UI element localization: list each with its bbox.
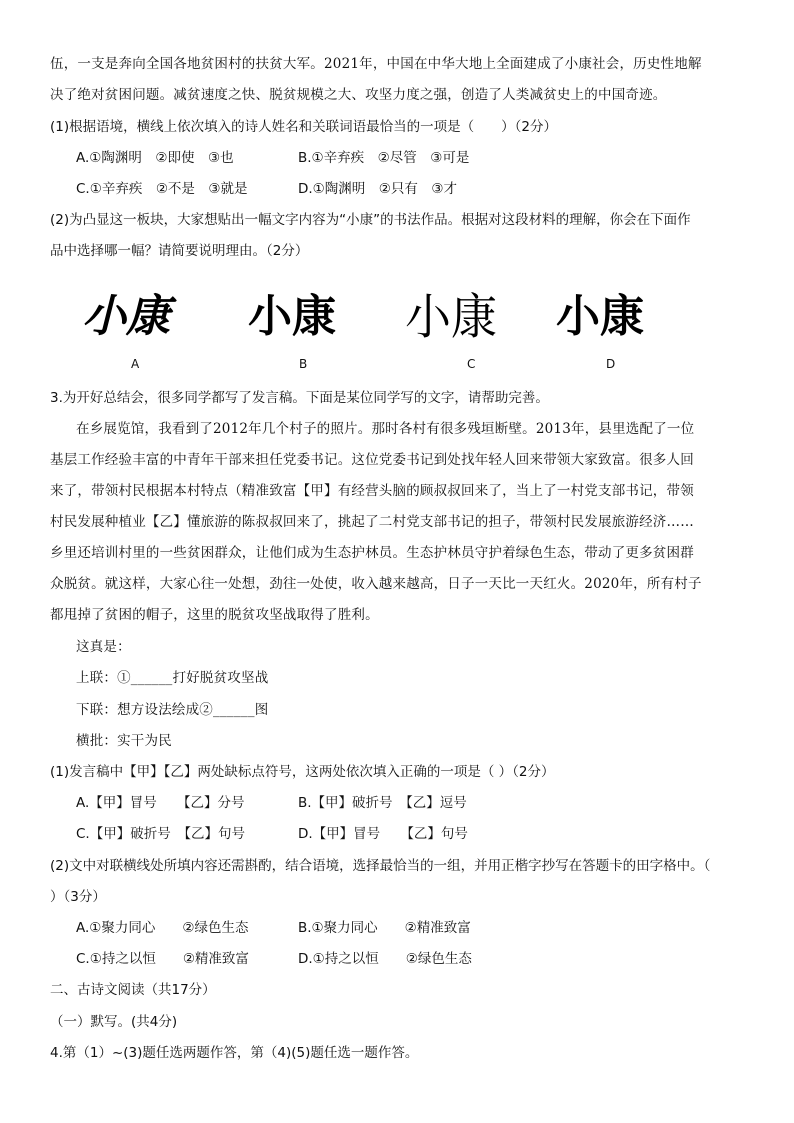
option-a: A.①聚力同心 ②绿色生态 — [76, 920, 249, 936]
paragraph-line: 都甩掉了贫困的帽子，这里的脱贫攻坚战取得了胜利。 — [50, 607, 379, 623]
calligraphy-sample-a — [82, 285, 192, 341]
option-d: D.①陶渊明 ②只有 ③才 — [298, 181, 457, 197]
option-c: C.①持之以恒 ②精准致富 — [76, 951, 249, 967]
question-stem: (2)为凸显这一板块，大家想贴出一幅文字内容为“小康”的书法作品。根据对这段材料的理解，你会在下面作 — [50, 212, 691, 228]
paragraph-line: 伍，一支是奔向全国各地贫困村的扶贫大军。2021年，中国在中华大地上全面建成了小康社会，历史性地解 — [50, 56, 702, 72]
calligraphy-label-d: D — [606, 357, 616, 371]
option-a: A.【甲】冒号 【乙】分号 — [76, 795, 245, 811]
calligraphy-text: 小康 — [248, 291, 336, 341]
calligraphy-label-c: C — [467, 357, 476, 371]
option-d: D.【甲】冒号 【乙】句号 — [298, 826, 468, 842]
calligraphy-text: 小康 — [556, 291, 644, 341]
paragraph-line: 乡里还培训村里的一些贫困群众，让他们成为生态护林员。生态护林员守护着绿色生态，带动了更多贫困群 — [50, 545, 694, 561]
calligraphy-text: 小康 — [82, 291, 170, 341]
section-subtitle: （一）默写。(共4分) — [50, 1014, 178, 1030]
question-stem: (1)发言稿中【甲】【乙】两处缺标点符号，这两处依次填入正确的一项是（ ）（2分） — [50, 764, 555, 780]
question-stem: 品中选择哪一幅？请简要说明理由。（2分） — [50, 243, 309, 259]
couplet-lower: 下联：想方设法绘成②______图 — [76, 702, 269, 718]
calligraphy-label-a: A — [131, 357, 140, 371]
question-stem: (2)文中对联横线处所填内容还需斟酌，结合语境，选择最恰当的一组，并用正楷字抄写在答题卡的田字格中。（ — [50, 858, 711, 874]
calligraphy-text: 小康 — [405, 289, 498, 341]
couplet-intro: 这真是： — [76, 639, 131, 655]
option-b: B.①辛弃疾 ②尽管 ③可是 — [298, 150, 470, 166]
option-d: D.①持之以恒 ②绿色生态 — [298, 951, 472, 967]
question-stem: (1)根据语境，横线上依次填入的诗人姓名和关联词语最恰当的一项是（ ）（2分） — [50, 119, 557, 135]
question-stem: ）（3分） — [50, 889, 106, 905]
paragraph-line: 决了绝对贫困问题。减贫速度之快、脱贫规模之大、攻坚力度之强，创造了人类减贫史上的中国奇迹。 — [50, 87, 667, 103]
paragraph-line: 村民发展种植业【乙】懂旅游的陈叔叔回来了，挑起了二村党支部书记的担子，带领村民发展旅游经济…… — [50, 514, 694, 530]
calligraphy-label-b: B — [299, 357, 308, 371]
question-stem: 3.为开好总结会，很多同学都写了发言稿。下面是某位同学写的文字，请帮助完善。 — [50, 390, 549, 406]
couplet-upper: 上联：①______打好脱贫攻坚战 — [76, 670, 269, 686]
calligraphy-sample-d — [556, 285, 666, 341]
couplet-horizontal: 横批：实干为民 — [76, 733, 172, 749]
section-title: 二、古诗文阅读（共17分） — [50, 982, 216, 998]
question-stem: 4.第（1）~(3)题任选两题作答，第（4)(5)题任选一题作答。 — [50, 1045, 419, 1061]
calligraphy-sample-c — [405, 285, 515, 341]
option-b: B.①聚力同心 ②精准致富 — [298, 920, 471, 936]
paragraph-line: 基层工作经验丰富的中青年干部来担任党委书记。这位党委书记到处找年轻人回来带领大家致富。很多人回 — [50, 452, 694, 468]
option-b: B.【甲】破折号 【乙】逗号 — [298, 795, 467, 811]
paragraph-line: 在乡展览馆，我看到了2012年几个村子的照片。那时各村有很多残垣断壁。2013年，县里选配了一位 — [76, 421, 695, 437]
option-c: C.①辛弃疾 ②不是 ③就是 — [76, 181, 248, 197]
calligraphy-sample-b — [248, 285, 358, 341]
option-c: C.【甲】破折号 【乙】句号 — [76, 826, 245, 842]
option-a: A.①陶渊明 ②即使 ③也 — [76, 150, 234, 166]
paragraph-line: 众脱贫。就这样，大家心往一处想，劲往一处使，收入越来越高，日子一天比一天红火。2020年，所有村子 — [50, 576, 702, 592]
paragraph-line: 来了，带领村民根据本村特点（精准致富【甲】有经营头脑的顾叔叔回来了，当上了一村党支部书记，带领 — [50, 483, 694, 499]
